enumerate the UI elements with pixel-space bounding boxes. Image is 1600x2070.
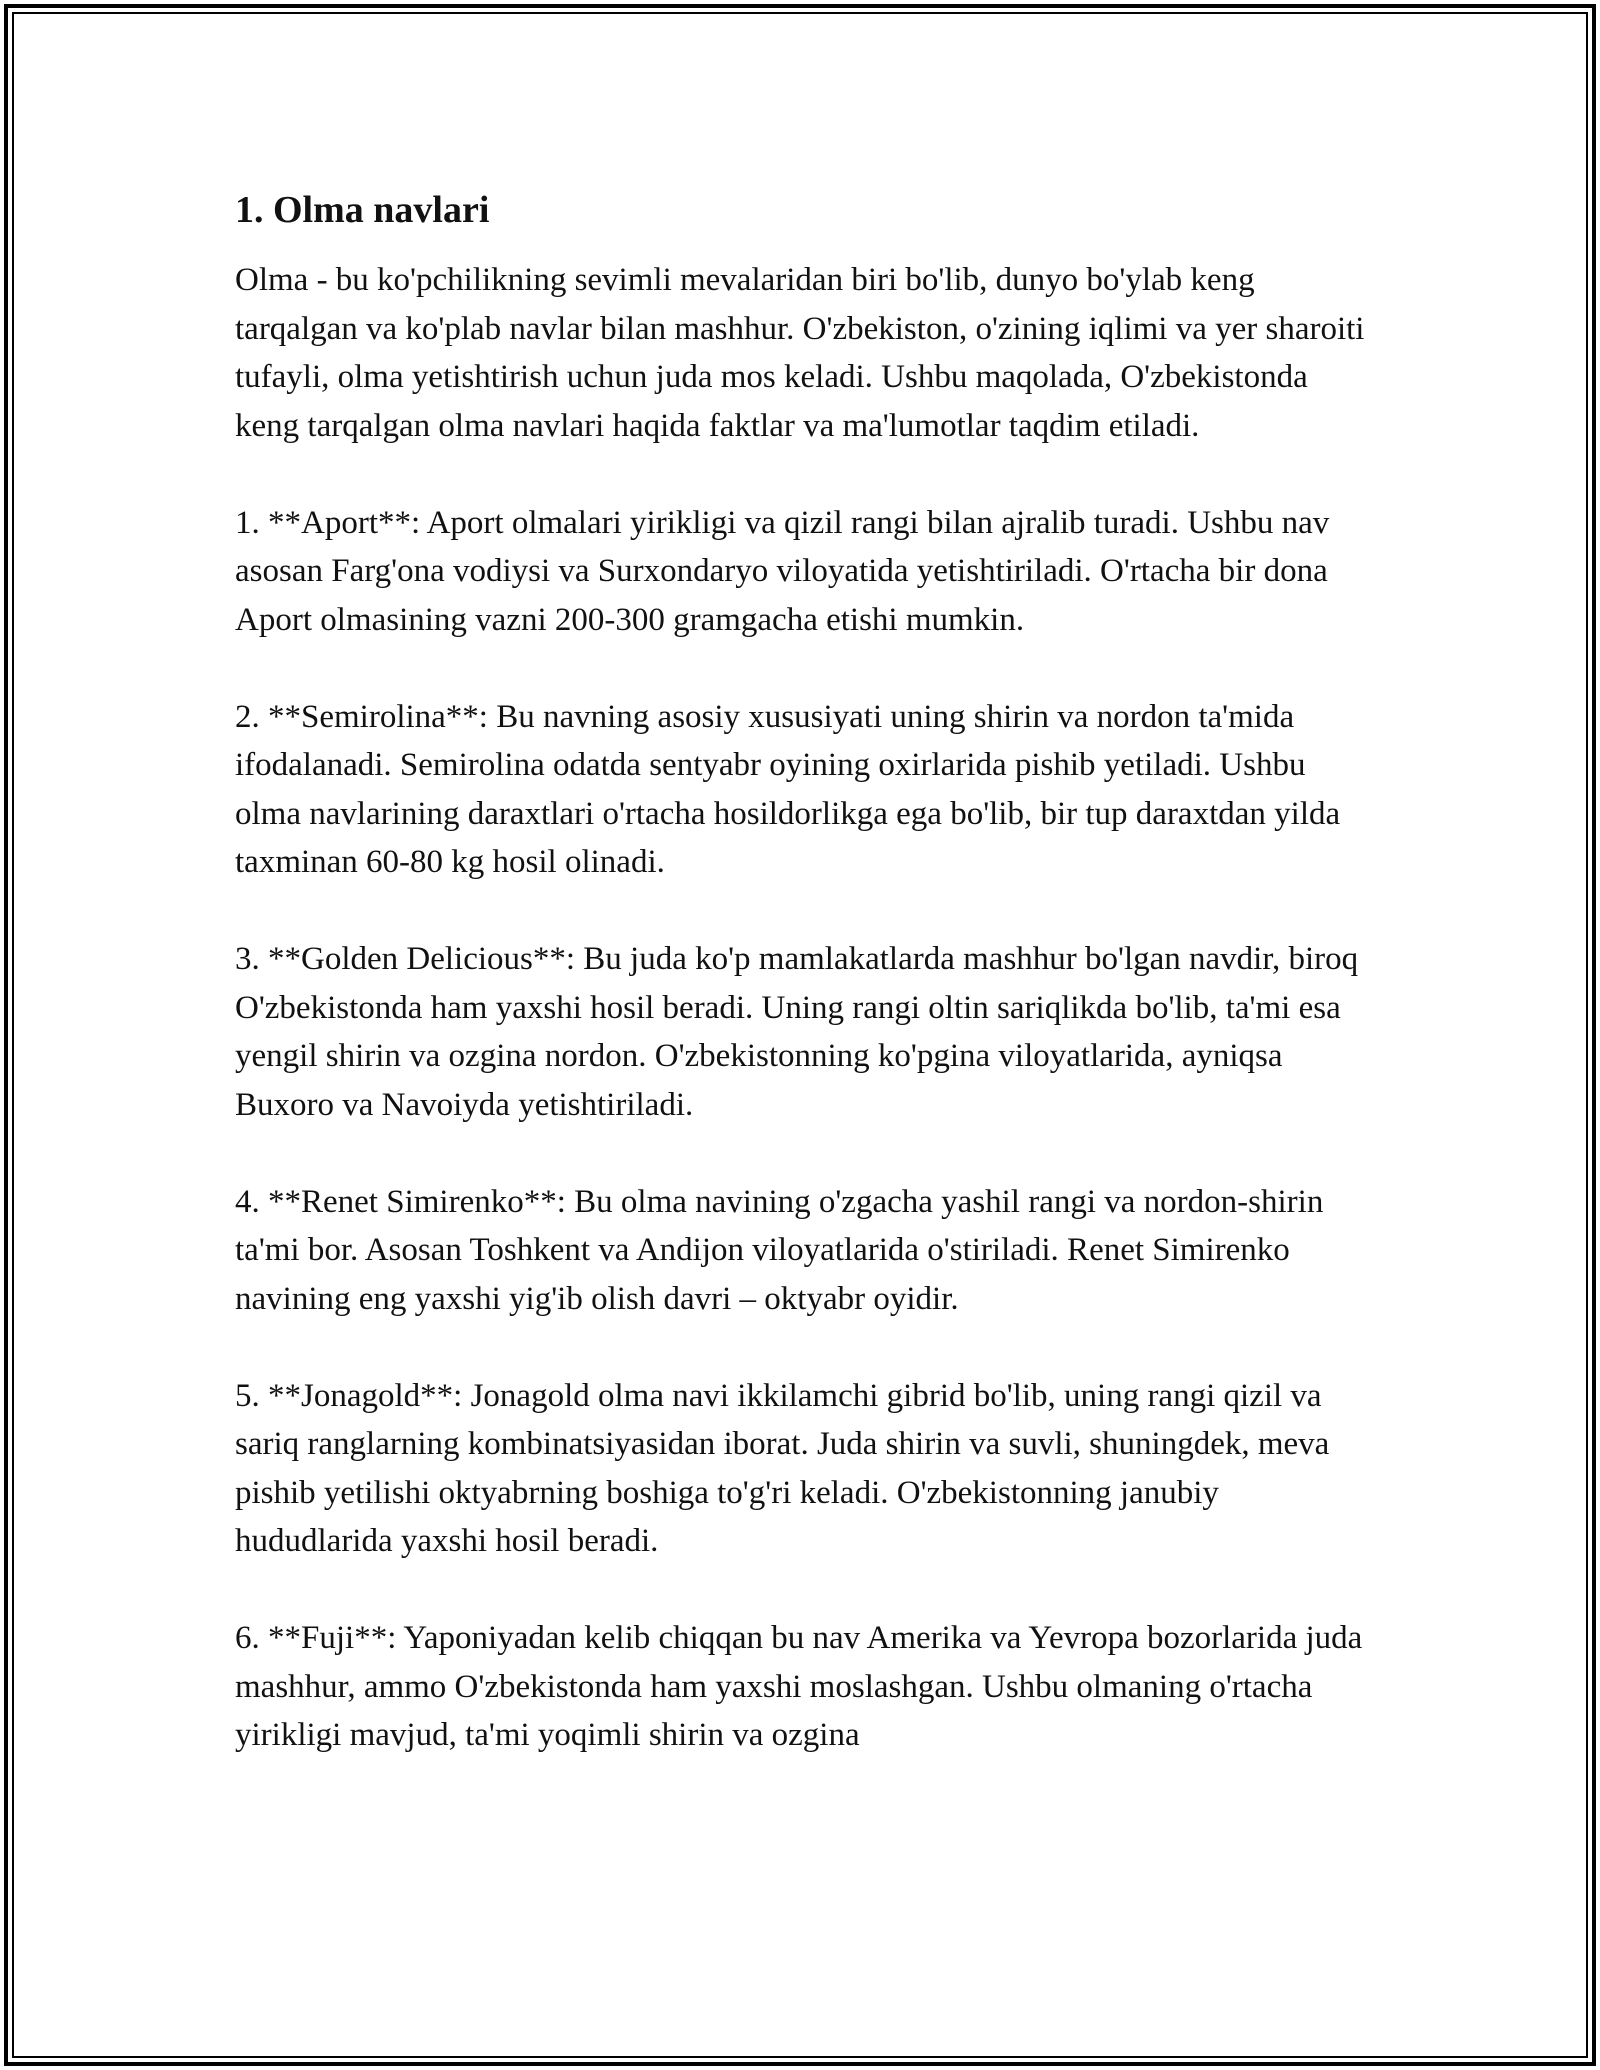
list-item-aport: 1. **Aport**: Aport olmalari yirikligi va qizil rangi bilan ajralib turadi. Ushbu nav asosan Farg'ona vodiysi va Surxondaryo viloyatida yetishtiriladi. O'rtacha bir dona Aport olmasining vazni 200-300 gramgacha etishi mumkin.	[235, 504, 1330, 638]
list-item-golden-delicious: 3. **Golden Delicious**: Bu juda ko'p mamlakatlarda mashhur bo'lgan navdir, biroq O'zbekistonda ham yaxshi hosil beradi. Uning rangi oltin sariqlikda bo'lib, ta'mi esa yengil shirin va ozgina nordon. O'zbekistonning ko'pgina viloyatlarida, ayniqsa Buxoro va Navoiyda yetishtiriladi.	[235, 941, 1359, 1123]
document-body	[235, 186, 1375, 1808]
section-heading: 1. Olma navlari	[235, 189, 490, 231]
list-item-semirolina: 2. **Semirolina**: Bu navning asosiy xususiyati uning shirin va nordon ta'mida ifodalanadi. Semirolina odatda sentyabr oyining oxirlarida pishib yetiladi. Ushbu olma navlarining daraxtlari o'rtacha hosildorlikga ega bo'lib, bir tup daraxtdan yilda taxminan 60-80 kg hosil olinadi.	[235, 698, 1341, 880]
intro-paragraph: Olma - bu ko'pchilikning sevimli mevalaridan biri bo'lib, dunyo bo'ylab keng tarqalgan va ko'plab navlar bilan mashhur. O'zbekiston, o'zining iqlimi va yer sharoiti tufayli, olma yetishtirish uchun juda mos keladi. Ushbu maqolada, O'zbekistonda keng tarqalgan olma navlari haqida faktlar va ma'lumotlar taqdim etiladi.	[235, 262, 1365, 444]
list-item-fuji: 6. **Fuji**: Yaponiyadan kelib chiqqan bu nav Amerika va Yevropa bozorlarida juda mashhur, ammo O'zbekistonda ham yaxshi moslashgan. Ushbu olmaning o'rtacha yirikligi mavjud, ta'mi yoqimli shirin va ozgina	[235, 1620, 1363, 1753]
list-item-jonagold: 5. **Jonagold**: Jonagold olma navi ikkilamchi gibrid bo'lib, uning rangi qizil va sariq ranglarning kombinatsiyasidan iborat. Juda shirin va suvli, shuningdek, meva pishib yetilishi oktyabrning boshiga to'g'ri keladi. O'zbekistonning janubiy hududlarida yaxshi hosil beradi.	[235, 1377, 1330, 1559]
list-item-renet-simirenko: 4. **Renet Simirenko**: Bu olma navining o'zgacha yashil rangi va nordon-shirin ta'mi bor. Asosan Toshkent va Andijon viloyatlarida o'stiriladi. Renet Simirenko navining eng yaxshi yig'ib olish davri – oktyabr oyidir.	[235, 1183, 1324, 1317]
